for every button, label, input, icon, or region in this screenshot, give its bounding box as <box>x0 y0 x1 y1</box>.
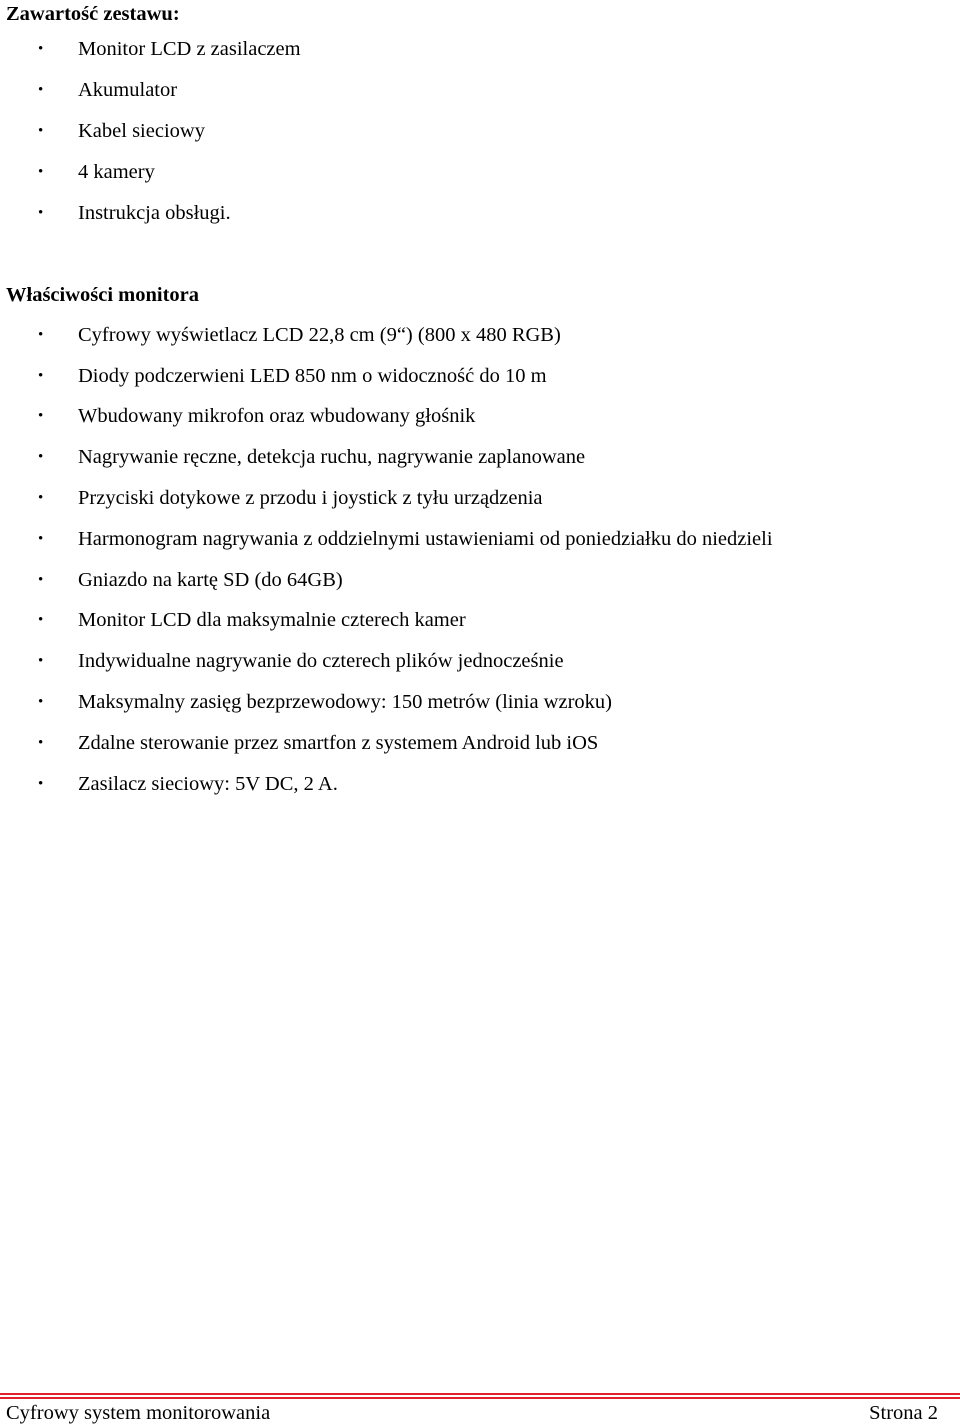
bullet-icon: • <box>38 694 44 710</box>
bullet-icon: • <box>38 408 44 424</box>
list-item-text: Maksymalny zasięg bezprzewodowy: 150 metrów (linia wzroku) <box>78 691 612 713</box>
footer-rule <box>0 1393 960 1399</box>
list-item-text: Przyciski dotykowe z przodu i joystick z tyłu urządzenia <box>78 487 543 509</box>
bullet-icon: • <box>38 776 44 792</box>
bullet-icon: • <box>38 327 44 343</box>
bullet-icon: • <box>38 123 44 139</box>
list-item-text: Indywidualne nagrywanie do czterech plików jednocześnie <box>78 650 564 672</box>
bullet-icon: • <box>38 531 44 547</box>
bullet-icon: • <box>38 490 44 506</box>
bullet-icon: • <box>38 735 44 751</box>
footer-rule-line <box>0 1393 960 1395</box>
list-item-text: Monitor LCD z zasilaczem <box>78 38 301 60</box>
bullet-icon: • <box>38 449 44 465</box>
list-item-text: Akumulator <box>78 79 178 101</box>
bullet-icon: • <box>38 653 44 669</box>
list-item-text: Nagrywanie ręczne, detekcja ruchu, nagrywanie zaplanowane <box>78 446 586 468</box>
footer-page-number: Strona 2 <box>869 1402 938 1424</box>
bullet-icon: • <box>38 368 44 384</box>
footer-document-title: Cyfrowy system monitorowania <box>6 1402 271 1424</box>
contents-heading: Zawartość zestawu: <box>6 3 180 25</box>
monitor-features-heading: Właściwości monitora <box>6 284 200 306</box>
list-item-text: Zasilacz sieciowy: 5V DC, 2 A. <box>78 773 338 795</box>
bullet-icon: • <box>38 612 44 628</box>
list-item-text: Wbudowany mikrofon oraz wbudowany głośnik <box>78 405 476 427</box>
list-item-text: Diody podczerwieni LED 850 nm o widoczność do 10 m <box>78 365 547 387</box>
list-item-text: Monitor LCD dla maksymalnie czterech kamer <box>78 609 466 631</box>
bullet-icon: • <box>38 82 44 98</box>
bullet-icon: • <box>38 572 44 588</box>
list-item-text: 4 kamery <box>78 161 155 183</box>
list-item-text: Harmonogram nagrywania z oddzielnymi ustawieniami od poniedziałku do niedzieli <box>78 528 773 550</box>
list-item-text: Zdalne sterowanie przez smartfon z systemem Android lub iOS <box>78 732 599 754</box>
list-item-text: Cyfrowy wyświetlacz LCD 22,8 cm (9“) (800 x 480 RGB) <box>78 324 561 346</box>
list-item-text: Kabel sieciowy <box>78 120 205 142</box>
bullet-icon: • <box>38 164 44 180</box>
list-item-text: Gniazdo na kartę SD (do 64GB) <box>78 569 343 591</box>
list-item-text: Instrukcja obsługi. <box>78 202 231 224</box>
footer-rule-line <box>0 1397 960 1399</box>
bullet-icon: • <box>38 41 44 57</box>
bullet-icon: • <box>38 205 44 221</box>
